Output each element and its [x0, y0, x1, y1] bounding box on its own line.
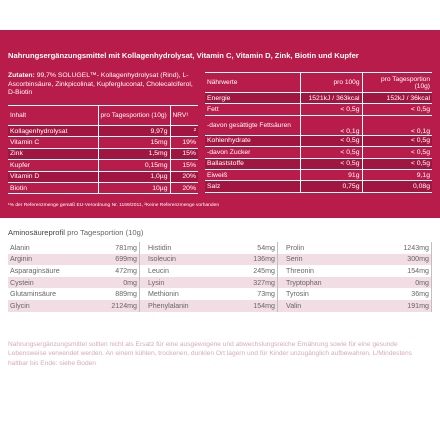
- amino-cell: [146, 254, 278, 266]
- table-row: [8, 171, 198, 182]
- amino-name: Isoleucin: [148, 255, 176, 264]
- table-row: [8, 126, 198, 137]
- ingredients-list: 99,7% SOLUGEL™- Kollagenhydrolysat (Rind), L-Ascorbinsäure, Zinkpicolinat, Kupfergluconat, Cholecalciferol, D-Biotin: [8, 72, 193, 97]
- nutrient-per100: < 0,5g: [300, 104, 362, 115]
- amino-value: 1243mg: [403, 243, 429, 252]
- amino-title: [8, 228, 143, 237]
- amino-cell: [8, 277, 140, 289]
- amino-name: Asparaginsäure: [10, 266, 60, 275]
- nutrient-portion: 152kJ / 36kcal: [362, 93, 432, 104]
- nutrient-per100: < 0,5g: [300, 135, 362, 146]
- amino-value: 0mg: [415, 278, 429, 287]
- nutrition-table-header: [205, 73, 432, 93]
- amino-value: 136mg: [253, 255, 275, 264]
- table-row: [205, 158, 432, 169]
- amino-value: 191mg: [407, 301, 429, 310]
- storage-note: Nahrungsergänzungsmittel sollten nicht als Ersatz für eine ausgewogene und abwechslungsreiche Ernährung sowie für eine gesunde Lebensweise verwendet werden. An einem kühlen, trockenen, dunklen Ort lagern und für Kinder unzugänglich aufbewahren. L/Mindestens haltbar bis Ende: siehe Boden: [8, 341, 412, 367]
- content-nrv: 20%: [170, 171, 198, 182]
- amino-title-sub: pro Tagesportion (10g): [64, 228, 144, 237]
- amino-value: 73mg: [257, 290, 275, 299]
- table-row: [8, 277, 432, 289]
- table-row: [205, 115, 432, 135]
- nutrient-portion: < 0,5g: [362, 135, 432, 146]
- amino-value: 327mg: [253, 278, 275, 287]
- nutrient-per100: 0,75g: [300, 181, 362, 192]
- content-nrv: 15%: [170, 160, 198, 171]
- amino-value: 472mg: [115, 266, 137, 275]
- nutrient-per100: < 0,5g: [300, 147, 362, 158]
- content-nrv: 19%: [170, 137, 198, 148]
- content-name: Zink: [8, 148, 98, 159]
- content-amount: 15mg: [98, 137, 170, 148]
- amino-cell: [8, 288, 140, 300]
- nutrient-portion: < 0,1g: [362, 115, 432, 135]
- amino-value: 300mg: [407, 255, 429, 264]
- table-row: [205, 169, 432, 180]
- table-row: [8, 242, 432, 254]
- nutrient-per100: < 0,1g: [300, 115, 362, 135]
- amino-cell: [284, 254, 432, 266]
- table-row: [8, 265, 432, 277]
- content-nrv: 20%: [170, 182, 198, 193]
- content-name: Biotin: [8, 182, 98, 193]
- amino-cell: [284, 300, 432, 312]
- amino-cell: [8, 300, 140, 312]
- content-nrv: ²: [170, 126, 198, 137]
- amino-cell: [284, 242, 432, 254]
- content-table-header: [8, 106, 198, 126]
- amino-name: Phenylalanin: [148, 301, 189, 310]
- content-nrv: 15%: [170, 148, 198, 159]
- ingredients-label: Zutaten:: [8, 72, 35, 79]
- amino-value: 245mg: [253, 266, 275, 275]
- table-row: [8, 300, 432, 312]
- amino-table: [8, 242, 432, 312]
- content-name: Kollagenhydrolysat: [8, 126, 98, 137]
- amino-cell: [146, 300, 278, 312]
- amino-name: Prolin: [286, 243, 305, 252]
- nutrient-portion: 9,1g: [362, 169, 432, 180]
- amino-name: Cystein: [10, 278, 34, 287]
- content-amount: 1,5mg: [98, 148, 170, 159]
- amino-cell: [146, 265, 278, 277]
- content-name: Vitamin C: [8, 137, 98, 148]
- nutrient-portion: 0,08g: [362, 181, 432, 192]
- nutrient-name: Ballaststoffe: [205, 158, 300, 169]
- amino-cell: [284, 265, 432, 277]
- amino-name: Methionin: [148, 290, 179, 299]
- table-row: [205, 181, 432, 192]
- header-portion: pro Tagesportion (10g): [362, 73, 432, 93]
- table-row: [8, 254, 432, 266]
- amino-name: Valin: [286, 301, 302, 310]
- amino-name: Threonin: [286, 266, 314, 275]
- table-row: [205, 93, 432, 104]
- amino-value: 54mg: [257, 243, 275, 252]
- nutrient-portion: < 0,5g: [362, 147, 432, 158]
- nutrient-per100: 1521kJ / 363kcal: [300, 93, 362, 104]
- nutrient-portion: < 0,5g: [362, 104, 432, 115]
- content-amount: 1,0µg: [98, 171, 170, 182]
- nutrient-name: Energie: [205, 93, 300, 104]
- table-row: [8, 288, 432, 300]
- ingredients-text: [8, 72, 198, 98]
- content-amount: 9,97g: [98, 126, 170, 137]
- header-per100: pro 100g: [300, 73, 362, 93]
- amino-title-main: Aminosäureprofil: [8, 228, 65, 237]
- header-portion: pro Tagesportion (10g): [98, 106, 170, 126]
- amino-value: 154mg: [407, 266, 429, 275]
- content-amount: 10µg: [98, 182, 170, 193]
- nutrient-name: Kohlenhydrate: [205, 135, 300, 146]
- content-name: Vitamin D: [8, 171, 98, 182]
- content-amount: 0,15mg: [98, 160, 170, 171]
- nutrient-name: Salz: [205, 181, 300, 192]
- amino-name: Arginin: [10, 255, 33, 264]
- amino-name: Alanin: [10, 243, 30, 252]
- table-row: [8, 137, 198, 148]
- footnote: ¹% der Referenzmenge gemäß EU-Verordnung Nr. 1169/2011, ²Keine Referenzmenge vorhanden: [8, 203, 220, 208]
- amino-value: 889mg: [115, 290, 137, 299]
- content-table: [8, 105, 198, 194]
- amino-cell: [8, 242, 140, 254]
- amino-cell: [8, 265, 140, 277]
- amino-value: 2124mg: [111, 301, 137, 310]
- amino-value: 781mg: [115, 243, 137, 252]
- amino-value: 154mg: [253, 301, 275, 310]
- amino-cell: [146, 277, 278, 289]
- header-nrv: NRV¹: [170, 106, 198, 126]
- content-name: Kupfer: [8, 160, 98, 171]
- amino-name: Glycin: [10, 301, 30, 310]
- table-row: [8, 160, 198, 171]
- amino-name: Histidin: [148, 243, 172, 252]
- amino-cell: [146, 288, 278, 300]
- nutrient-name: Eiweiß: [205, 169, 300, 180]
- amino-name: Tyrosin: [286, 290, 309, 299]
- table-row: [8, 182, 198, 193]
- amino-cell: [146, 242, 278, 254]
- amino-name: Leucin: [148, 266, 169, 275]
- amino-name: Lysin: [148, 278, 165, 287]
- nutrition-table: [205, 72, 432, 193]
- table-row: [205, 135, 432, 146]
- amino-cell: [284, 277, 432, 289]
- amino-name: Glutaminsäure: [10, 290, 57, 299]
- header-naehrwerte: Nährwerte: [205, 73, 300, 93]
- amino-name: Tryptophan: [286, 278, 322, 287]
- amino-value: 0mg: [123, 278, 137, 287]
- amino-value: 699mg: [115, 255, 137, 264]
- nutrient-portion: < 0,5g: [362, 158, 432, 169]
- amino-name: Serin: [286, 255, 303, 264]
- nutrient-name: Fett: [205, 104, 300, 115]
- nutrient-per100: < 0,5g: [300, 158, 362, 169]
- table-row: [205, 147, 432, 158]
- amino-value: 36mg: [411, 290, 429, 299]
- header-inhalt: Inhalt: [8, 106, 98, 126]
- nutrient-name: -davon gesättigte Fettsäuren: [205, 115, 300, 135]
- table-row: [8, 148, 198, 159]
- product-headline: Nahrungsergänzungsmittel mit Kollagenhydrolysat, Vitamin C, Vitamin D, Zink, Biotin und Kupfer: [8, 51, 359, 60]
- table-row: [205, 104, 432, 115]
- amino-cell: [284, 288, 432, 300]
- nutrient-name: -davon Zucker: [205, 147, 300, 158]
- nutrient-per100: 91g: [300, 169, 362, 180]
- amino-cell: [8, 254, 140, 266]
